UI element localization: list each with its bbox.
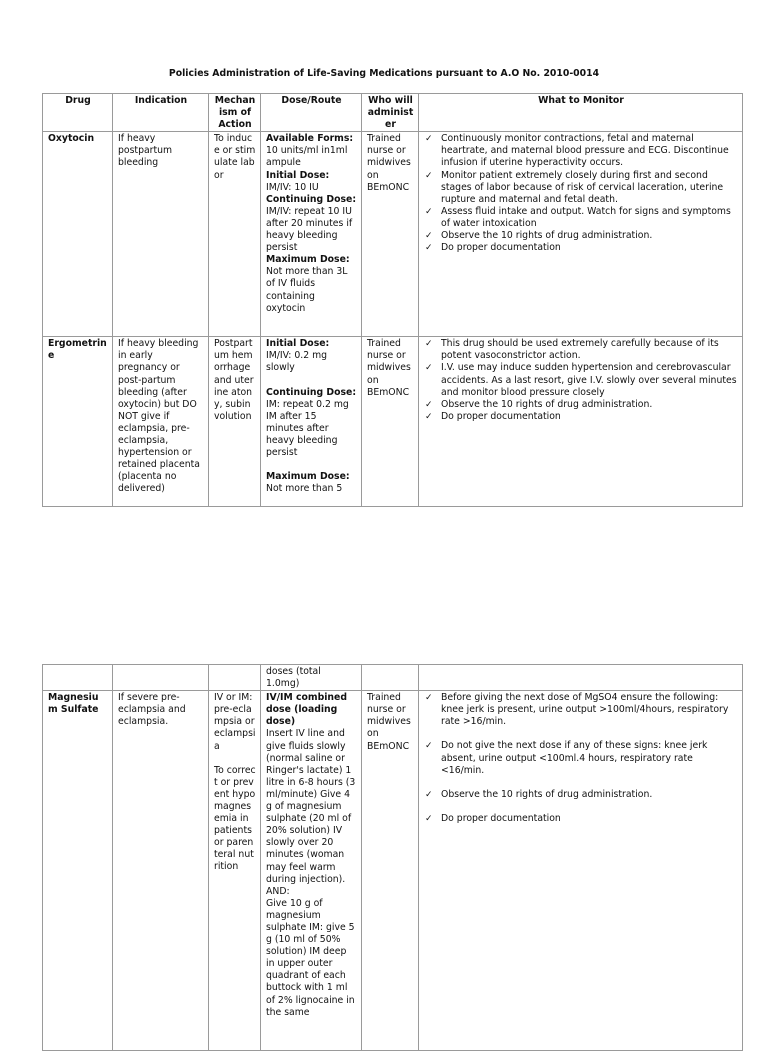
mechanism-cell: To induce or stimulate labor bbox=[209, 132, 261, 337]
dose-label: Available Forms: bbox=[266, 133, 354, 145]
dose-cell bbox=[261, 132, 362, 337]
dose-label: Maximum Dose: bbox=[266, 471, 350, 483]
monitor-list bbox=[424, 133, 738, 254]
monitor-cell bbox=[419, 691, 743, 1051]
monitor-item: ✓ Monitor patient extremely closely during first and second stages of labor because of risk of cervical laceration, uterine rupture and maternal and fetal death. bbox=[424, 170, 738, 206]
indication-cell: If severe pre-eclampsia and eclampsia. bbox=[113, 691, 209, 1051]
dose-label: Continuing Dose: bbox=[266, 193, 357, 205]
page-title: Policies Administration of Life-Saving Medications pursuant to A.O No. 2010-0014 bbox=[168, 68, 600, 79]
table-row-oxytocin bbox=[43, 132, 743, 337]
dose-value: IM/IV: repeat 10 IU after 20 minutes if heavy bleeding persist bbox=[266, 205, 353, 254]
header-dose-route: Dose/Route bbox=[261, 94, 362, 132]
monitor-list bbox=[424, 338, 738, 423]
medication-table bbox=[42, 93, 743, 507]
dose-value: Give 10 g of magnesium sulphate IM: give 5 g (10 ml of 50% solution) IM deep in upper outer quadrant of each buttock with 1 ml of 2% lignocaine in the same bbox=[266, 897, 355, 1018]
mechanism-cell: Postpartum hemorrhage and uterine atony, subinvolution bbox=[209, 337, 261, 507]
dose-cell bbox=[261, 337, 362, 507]
dose-value: IM/IV: 0.2 mg slowly bbox=[266, 350, 328, 374]
drug-name: Magnesium Sulfate bbox=[43, 691, 113, 1051]
drug-name: Oxytocin bbox=[43, 132, 113, 337]
dose-value: Insert IV line and give fluids slowly (normal saline or Ringer's lactate) 1 litre in 6-8 hours (3 ml/minute) Give 4 g of magnesium sulphate (20 ml of 20% solution) IV slowly over 20 minutes (woman may feel warm during injection). bbox=[266, 728, 356, 885]
dose-value: Not more than 3L of IV fluids containing oxytocin bbox=[266, 266, 348, 314]
dose-value: IM/IV: 10 IU bbox=[266, 181, 319, 193]
monitor-item: ✓ Do proper documentation bbox=[424, 411, 738, 423]
administer-cell: Trained nurse or midwives on BEmONC bbox=[362, 132, 419, 337]
mechanism-cell bbox=[209, 691, 261, 1051]
administer-cell: Trained nurse or midwives on BEmONC bbox=[362, 691, 419, 1051]
dose-label: Continuing Dose: bbox=[266, 386, 357, 398]
monitor-item: ✓ I.V. use may induce sudden hypertension and cerebrovascular accidents. As a last resort, give I.V. slowly over several minutes and monitor blood pressure closely bbox=[424, 362, 738, 398]
header-drug: Drug bbox=[43, 94, 113, 132]
header-who: Who will administer bbox=[362, 94, 419, 132]
table-row-continuation bbox=[43, 665, 743, 691]
dose-label: Maximum Dose: bbox=[266, 254, 350, 266]
dose-value: 10 units/ml in1ml ampule bbox=[266, 145, 348, 169]
administer-cell: Trained nurse or midwives on BEmONC bbox=[362, 337, 419, 507]
monitor-item: ✓ Observe the 10 rights of drug administration. bbox=[424, 789, 738, 801]
header-indication: Indication bbox=[113, 94, 209, 132]
indication-cell: If heavy postpartum bleeding bbox=[113, 132, 209, 337]
monitor-item: ✓ Observe the 10 rights of drug administration. bbox=[424, 399, 738, 411]
dose-value: IM: repeat 0.2 mg IM after 15 minutes after heavy bleeding persist bbox=[266, 398, 349, 459]
table-row-magnesium-sulfate bbox=[43, 691, 743, 1051]
drug-name: Ergometrine bbox=[43, 337, 113, 507]
monitor-item: ✓ Do not give the next dose if any of these signs: knee jerk absent, urine output <100ml.4 hours, respiratory rate <16/min. bbox=[424, 740, 738, 776]
monitor-item: ✓ Observe the 10 rights of drug administration. bbox=[424, 230, 738, 242]
table-header-row bbox=[43, 94, 743, 132]
mechanism-text: IV or IM: pre-eclampsia or eclampsia bbox=[214, 692, 256, 752]
dose-cell: doses (total 1.0mg) bbox=[261, 665, 362, 691]
dose-value: AND: bbox=[266, 885, 290, 897]
medication-table-continued bbox=[42, 664, 743, 1051]
monitor-item: ✓ Before giving the next dose of MgSO4 ensure the following: knee jerk is present, urine output >100ml/4hours, respiratory rate >16/min. bbox=[424, 692, 738, 728]
dose-value: Not more than 5 bbox=[266, 483, 343, 495]
dose-label: Initial Dose: bbox=[266, 169, 330, 181]
dose-cell bbox=[261, 691, 362, 1051]
monitor-item: ✓ Do proper documentation bbox=[424, 242, 738, 254]
header-mechanism: Mechanism of Action bbox=[209, 94, 261, 132]
dose-label: Initial Dose: bbox=[266, 338, 330, 350]
header-monitor: What to Monitor bbox=[419, 94, 743, 132]
dose-label: IV/IM combined dose (loading dose) bbox=[266, 692, 348, 728]
monitor-list bbox=[424, 692, 738, 825]
monitor-cell bbox=[419, 337, 743, 507]
mechanism-text: To correct or prevent hypomagnesemia in patients or parenteral nutrition bbox=[214, 764, 256, 873]
table-row-ergometrine bbox=[43, 337, 743, 507]
monitor-item: ✓ Continuously monitor contractions, fetal and maternal heartrate, and maternal blood pressure and ECG. Discontinue infusion if uterine hyperactivity occurs. bbox=[424, 133, 738, 169]
monitor-item: ✓ Assess fluid intake and output. Watch for signs and symptoms of water intoxication bbox=[424, 206, 738, 230]
monitor-item: ✓ Do proper documentation bbox=[424, 813, 738, 825]
monitor-item: ✓ This drug should be used extremely carefully because of its potent vasoconstrictor action. bbox=[424, 338, 738, 362]
indication-cell: If heavy bleeding in early pregnancy or post-partum bleeding (after oxytocin) but DO NOT give if eclampsia, pre-eclampsia, hypertension or retained placenta (placenta no delivered) bbox=[113, 337, 209, 507]
monitor-cell bbox=[419, 132, 743, 337]
